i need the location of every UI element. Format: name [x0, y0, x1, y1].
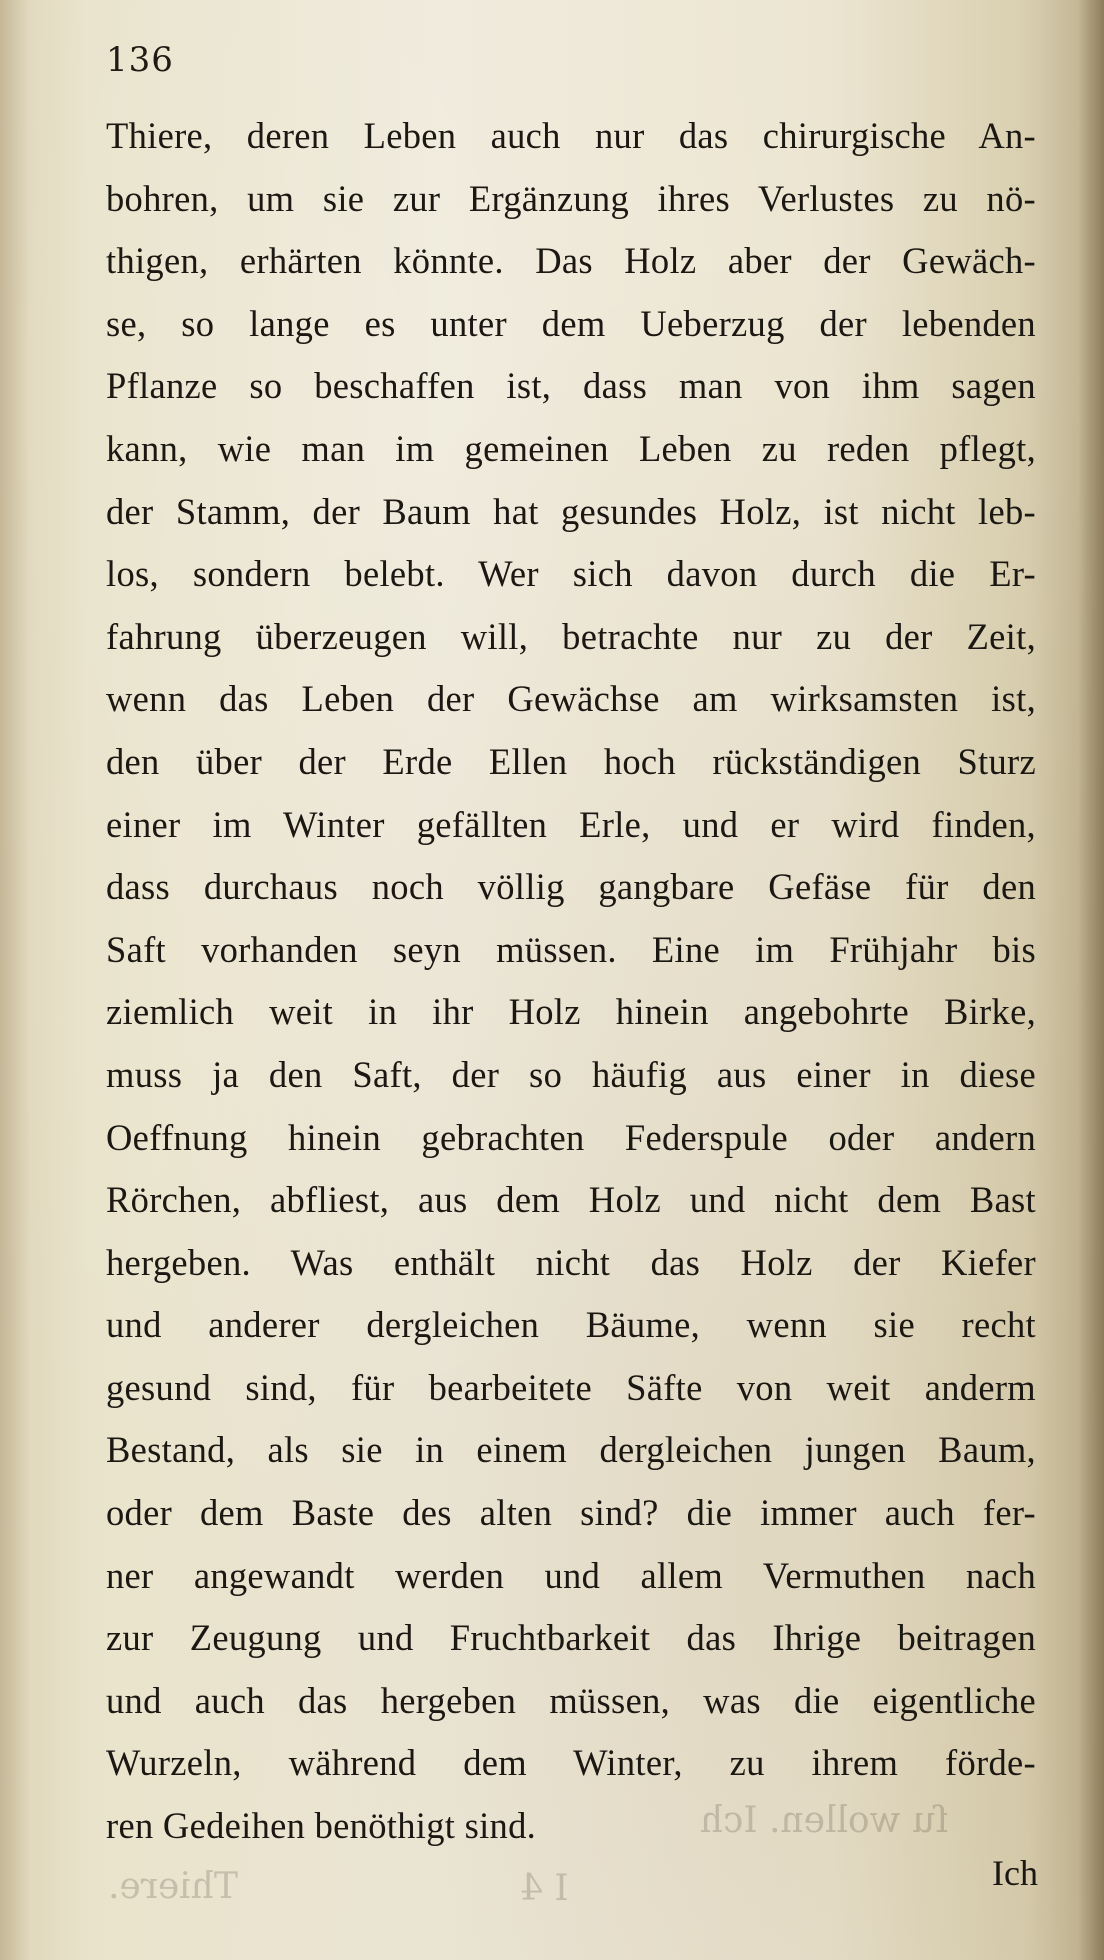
text-line: Oeffnung hinein gebrachten Federspule oder andern: [106, 1116, 1036, 1158]
text-line: fahrung überzeugen will, betrachte nur zu der Zeit,: [106, 615, 1036, 657]
text-line: Saft vorhanden seyn müssen. Eine im Frühjahr bis: [106, 928, 1036, 970]
text-line: hergeben. Was enthält nicht das Holz der Kiefer: [106, 1241, 1036, 1283]
text-line: und anderer dergleichen Bäume, wenn sie recht: [106, 1304, 1036, 1346]
show-through-text: ſu wollen. Ich: [700, 1800, 949, 1841]
text-line: gesund sind, für bearbeitete Säfte von weit anderm: [106, 1366, 1036, 1408]
show-through-text: I 4: [520, 1868, 569, 1909]
text-line: zur Zeugung und Fruchtbarkeit das Ihrige beitragen: [106, 1617, 1036, 1659]
text-line: Pflanze so beschaffen ist, dass man von ihm sagen: [106, 365, 1036, 407]
text-line: Bestand, als sie in einem dergleichen jungen Baum,: [106, 1429, 1036, 1471]
text-line: se, so lange es unter dem Ueberzug der lebenden: [106, 302, 1036, 344]
page-gutter-shadow: [0, 0, 30, 1960]
text-line: thigen, erhärten könnte. Das Holz aber der Gewäch-: [106, 240, 1036, 282]
text-line: muss ja den Saft, der so häufig aus einer in diese: [106, 1053, 1036, 1095]
text-line: oder dem Baste des alten sind? die immer auch fer-: [106, 1492, 1036, 1534]
text-line: los, sondern belebt. Wer sich davon durch die Er-: [106, 553, 1036, 595]
show-through-text: Thiere.: [108, 1866, 238, 1907]
body-text: [106, 105, 1036, 1858]
text-line: Rörchen, abfliest, aus dem Holz und nicht dem Bast: [106, 1179, 1036, 1221]
text-line: ziemlich weit in ihr Holz hinein angebohrte Birke,: [106, 991, 1036, 1033]
text-line: dass durchaus noch völlig gangbare Gefäse für den: [106, 866, 1036, 908]
text-line: ren Gedeihen benöthigt sind.: [106, 1805, 537, 1847]
page-edge-shadow: [1078, 0, 1104, 1960]
text-line: den über der Erde Ellen hoch rückständigen Sturz: [106, 740, 1036, 782]
text-line: Thiere, deren Leben auch nur das chirurgische An-: [106, 115, 1036, 156]
text-line: einer im Winter gefällten Erle, und er wird finden,: [106, 803, 1036, 845]
text-line: Wurzeln, während dem Winter, zu ihrem förde-: [106, 1742, 1036, 1784]
text-line: und auch das hergeben müssen, was die eigentliche: [106, 1679, 1036, 1721]
text-line: kann, wie man im gemeinen Leben zu reden pflegt,: [106, 427, 1036, 469]
text-line: ner angewandt werden und allem Vermuthen nach: [106, 1554, 1036, 1596]
catchword: Ich: [992, 1853, 1038, 1893]
text-line: der Stamm, der Baum hat gesundes Holz, ist nicht leb-: [106, 490, 1036, 532]
text-line: wenn das Leben der Gewächse am wirksamsten ist,: [106, 678, 1036, 720]
text-line: bohren, um sie zur Ergänzung ihres Verlustes zu nö-: [106, 177, 1036, 219]
page-number: 136: [106, 40, 174, 80]
